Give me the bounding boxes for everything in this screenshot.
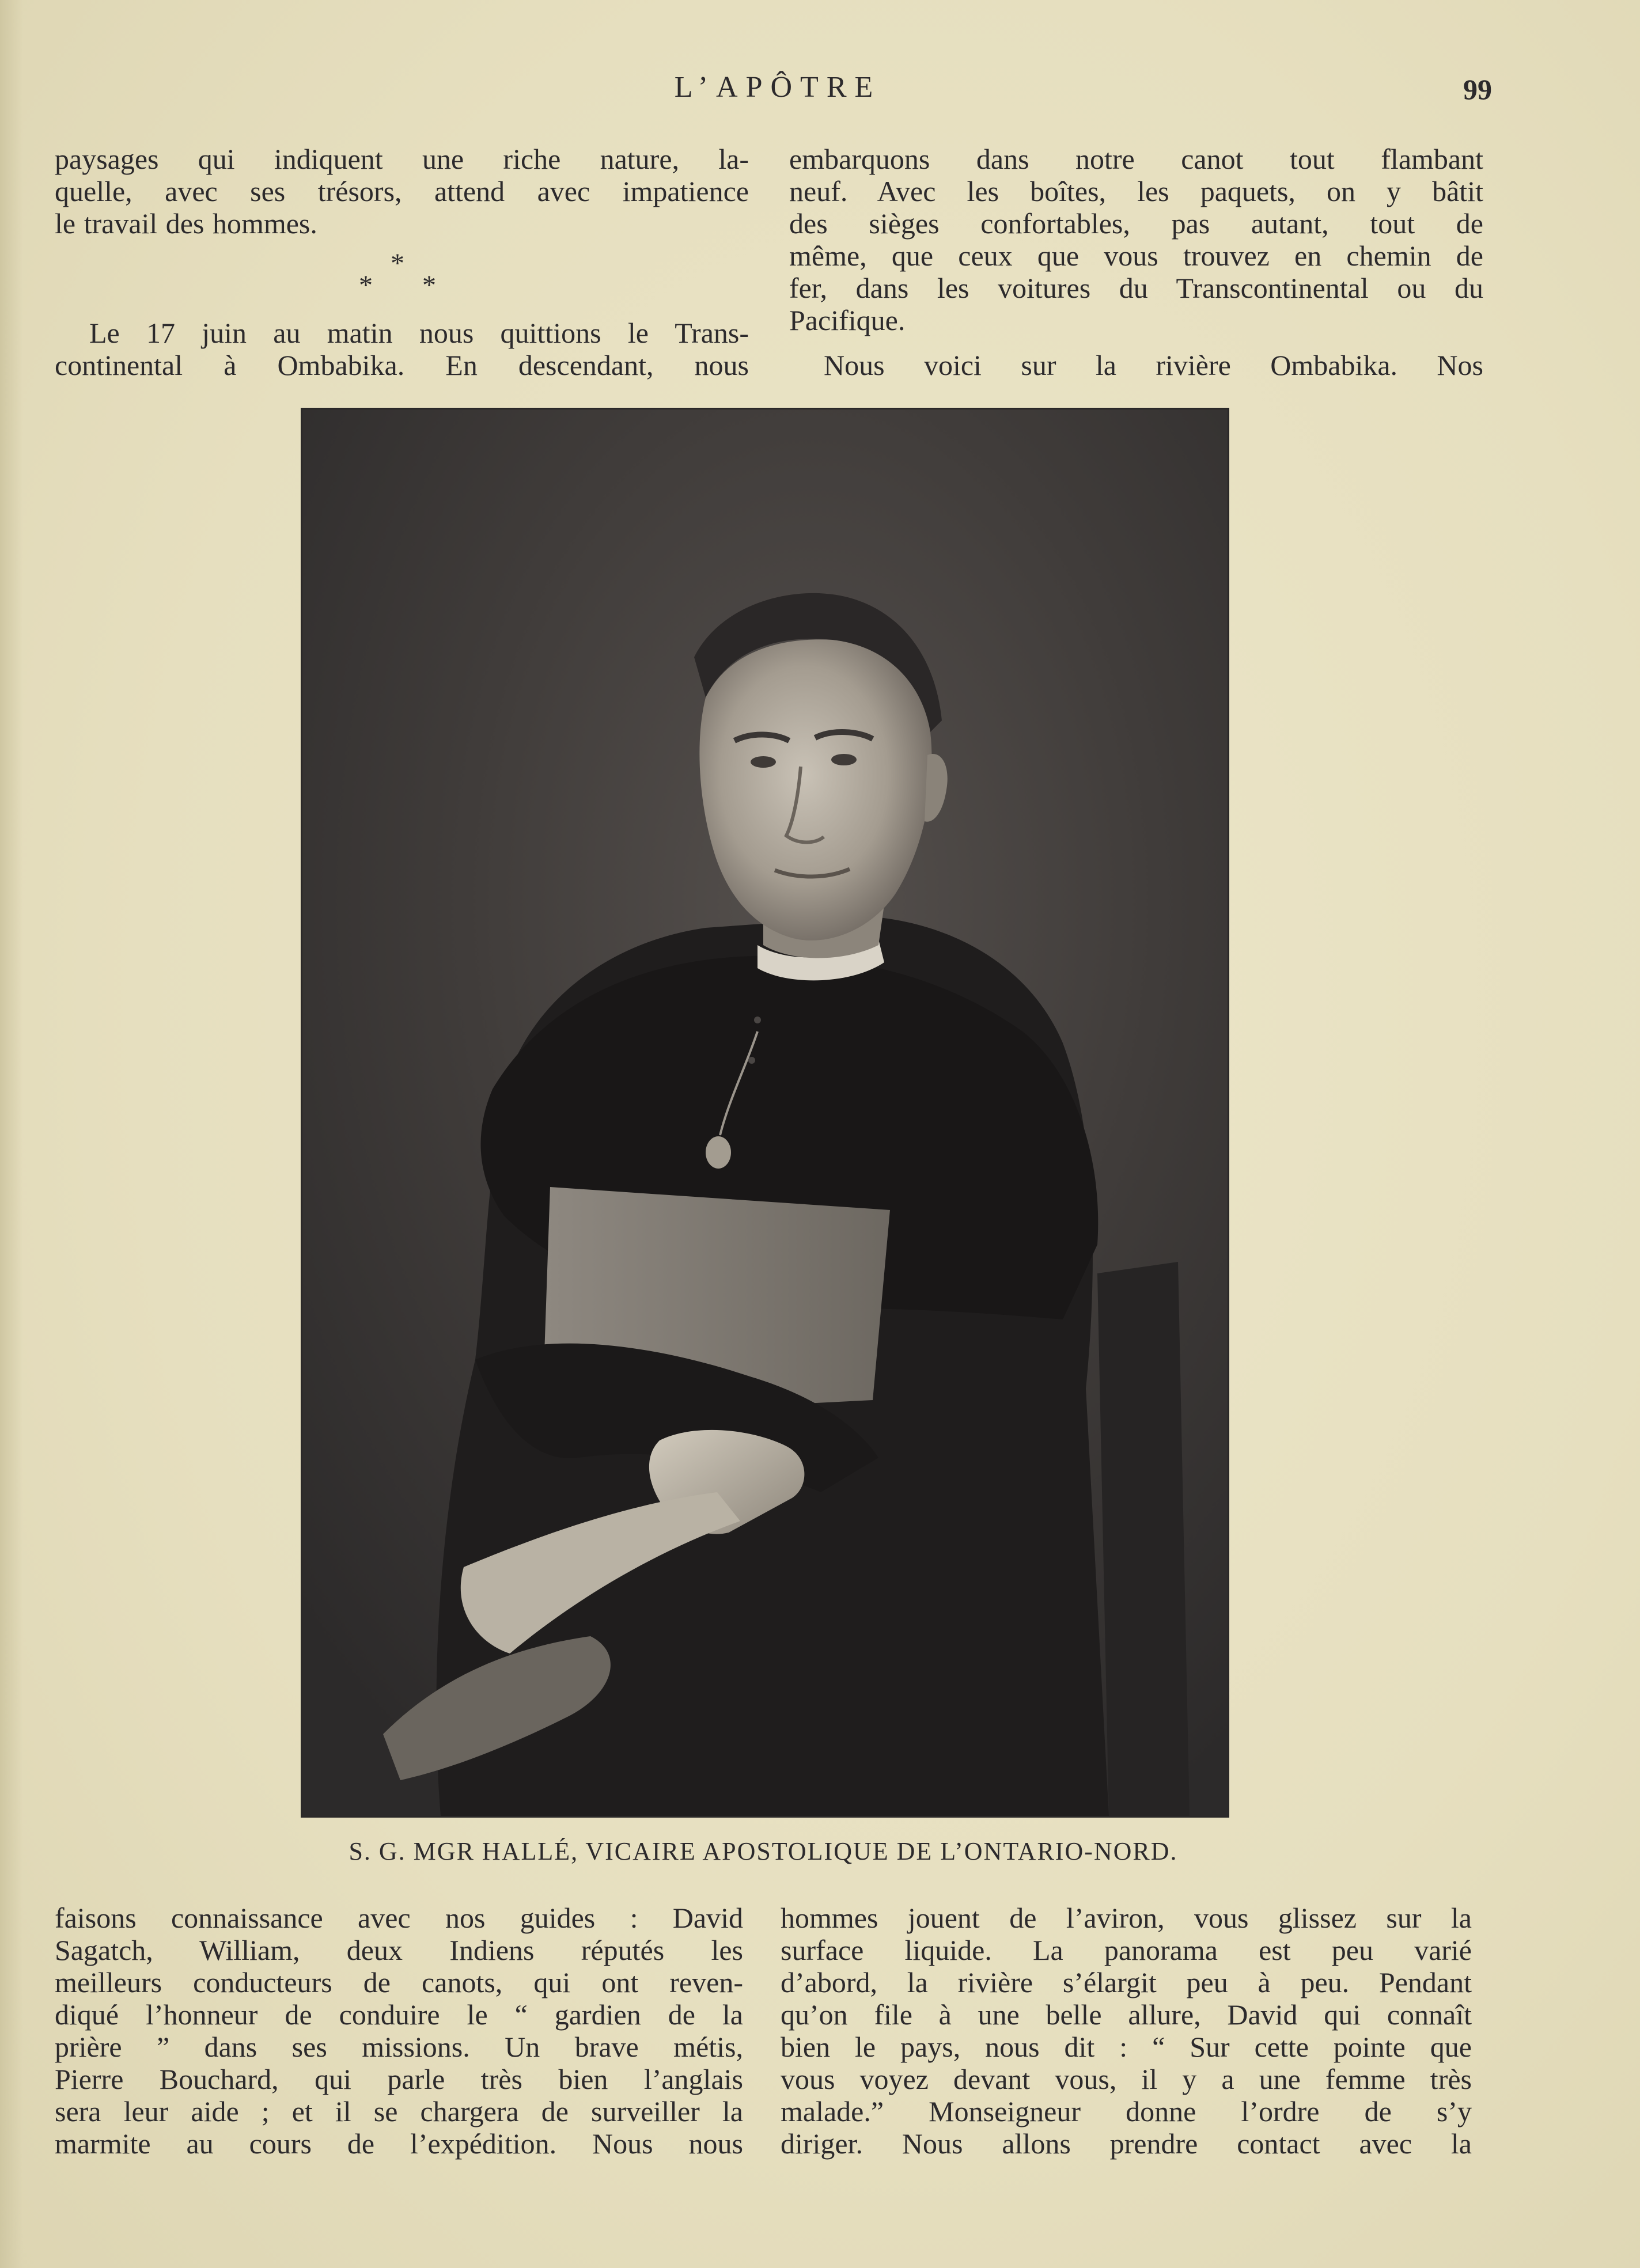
text-line: embarquons dans notre canot tout flambant	[789, 143, 1483, 175]
top-left-column	[55, 143, 749, 381]
photo-caption: S. G. MGR HALLÉ, VICAIRE APOSTOLIQUE DE L’ONTARIO-NORD.	[349, 1837, 1178, 1865]
text-line: diriger. Nous allons prendre contact avec la	[781, 2127, 1472, 2160]
text-line: surface liquide. La panorama est peu varié	[781, 1934, 1472, 1966]
text-line: malade.” Monseigneur donne l’ordre de s’y	[781, 2095, 1472, 2127]
text-line: paysages qui indiquent une riche nature, la-	[55, 143, 749, 175]
portrait-photograph	[301, 408, 1229, 1818]
text-line: sera leur aide ; et il se chargera de surveiller la	[55, 2095, 743, 2127]
text-line: même, que ceux que vous trouvez en chemin de	[789, 240, 1483, 272]
binding-shadow	[0, 0, 23, 2268]
text-line: Le 17 juin au matin nous quittions le Trans-	[89, 317, 749, 349]
text-line: Pacifique.	[789, 304, 906, 336]
page-number: 99	[1463, 73, 1492, 105]
asterism-star-left: *	[359, 270, 373, 301]
text-line: Sagatch, William, deux Indiens réputés les	[55, 1934, 743, 1966]
bottom-left-column	[55, 1902, 743, 2160]
text-line: hommes jouent de l’aviron, vous glissez sur la	[781, 1902, 1472, 1934]
text-line: prière ” dans ses missions. Un brave métis,	[55, 2031, 743, 2063]
asterism	[55, 245, 749, 309]
asterism-star-right: *	[422, 270, 436, 301]
text-line: qu’on file à une belle allure, David qui connaît	[781, 1998, 1472, 2031]
text-line: fer, dans les voitures du Transcontinental ou du	[789, 272, 1483, 304]
text-line: Nous voici sur la rivière Ombabika. Nos	[824, 349, 1483, 381]
top-right-column	[789, 143, 1483, 381]
text-line: des sièges confortables, pas autant, tout de	[789, 207, 1483, 240]
bottom-right-column	[781, 1902, 1472, 2160]
text-line: marmite au cours de l’expédition. Nous nous	[55, 2127, 743, 2160]
text-line: Pierre Bouchard, qui parle très bien l’anglais	[55, 2063, 743, 2095]
text-line: meilleurs conducteurs de canots, qui ont reven-	[55, 1966, 743, 1998]
text-line: vous voyez devant vous, il y a une femme très	[781, 2063, 1472, 2095]
text-line: continental à Ombabika. En descendant, nous	[55, 349, 749, 381]
portrait-illustration	[302, 409, 1228, 1816]
asterism-star-top: *	[391, 248, 404, 279]
text-line: neuf. Avec les boîtes, les paquets, on y bâtit	[789, 175, 1483, 207]
text-line: bien le pays, nous dit : “ Sur cette pointe que	[781, 2031, 1472, 2063]
text-line: le travail des hommes.	[55, 207, 317, 240]
running-title: L’APÔTRE	[674, 71, 881, 104]
text-line: diqué l’honneur de conduire le “ gardien de la	[55, 1998, 743, 2031]
text-line: faisons connaissance avec nos guides : David	[55, 1902, 743, 1934]
text-line: quelle, avec ses trésors, attend avec impatience	[55, 175, 749, 207]
text-line: d’abord, la rivière s’élargit peu à peu. Pendant	[781, 1966, 1472, 1998]
